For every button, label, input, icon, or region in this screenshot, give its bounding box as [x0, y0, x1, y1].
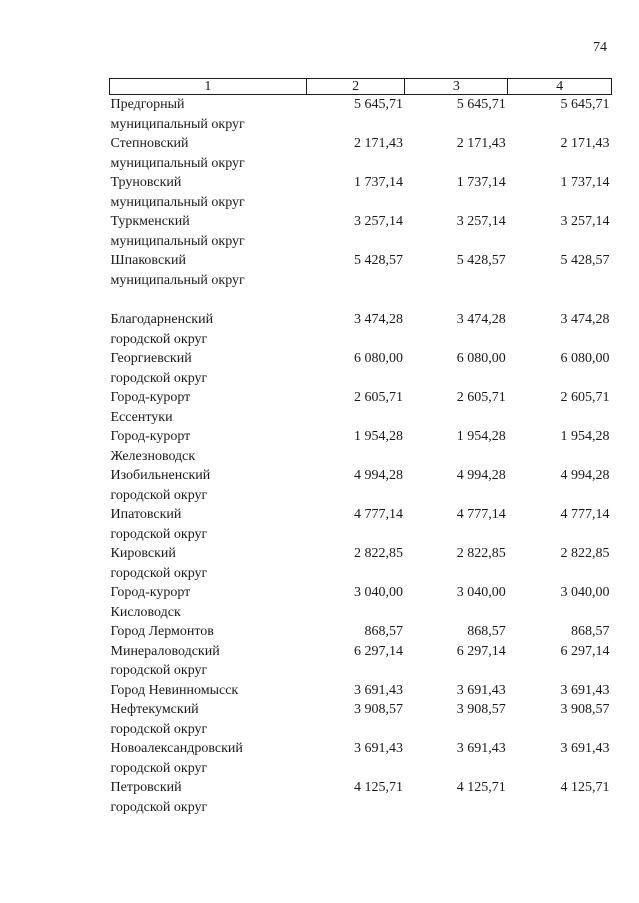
district-name-line: Предгорный	[110, 97, 185, 112]
value-cell-c3: 2 171,43	[456, 136, 506, 151]
district-name-line: городской округ	[110, 370, 208, 386]
district-name-line: Новоалександровский	[110, 741, 243, 756]
table-row	[110, 251, 612, 290]
district-name-line: Георгиевский	[110, 351, 192, 366]
value-cell-c3: 3 908,57	[456, 702, 506, 717]
district-name-line: Кисловодск	[110, 604, 181, 620]
value-cell-c4: 5 645,71	[560, 97, 610, 112]
value-cell-c2: 3 691,43	[353, 741, 403, 756]
district-name-line: Шпаковский	[110, 253, 186, 268]
table-row	[110, 212, 612, 251]
value-cell-c3: 6 297,14	[456, 643, 506, 659]
district-name-cell	[110, 251, 307, 290]
district-name-line: Благодарненский	[110, 312, 214, 327]
district-name-line: Нефтекумский	[110, 702, 199, 717]
value-cell-c4: 3 908,57	[560, 702, 610, 717]
value-cell-c2: 4 994,28	[353, 468, 403, 483]
table-row	[110, 388, 612, 427]
column-number-header-row	[110, 79, 612, 95]
value-cell-c2: 6 080,00	[353, 351, 403, 366]
value-cell-c2: 3 257,14	[353, 214, 403, 229]
table-row	[110, 583, 612, 622]
value-cell-c4: 3 691,43	[560, 682, 610, 698]
district-name-cell	[110, 310, 307, 349]
value-cell-c2: 1 954,28	[353, 429, 403, 444]
value-cell-c2: 2 605,71	[353, 390, 403, 405]
table-row	[110, 739, 612, 778]
district-name-line: городской округ	[110, 526, 208, 542]
value-cell-c4: 4 994,28	[560, 468, 610, 483]
value-cell-c2: 3 691,43	[353, 682, 403, 698]
district-name-line: Степновский	[110, 136, 189, 151]
column-header-1: 1	[110, 79, 307, 95]
district-name-cell	[110, 700, 307, 739]
district-name-cell	[110, 173, 307, 212]
district-name-cell	[110, 642, 307, 681]
district-name-cell	[110, 134, 307, 173]
table-row	[110, 173, 612, 212]
table-row	[110, 642, 612, 681]
district-name-cell	[110, 778, 307, 817]
district-name-line: городской округ	[110, 799, 208, 815]
district-name-line: городской округ	[110, 487, 208, 503]
district-name-cell	[110, 505, 307, 544]
table-row	[110, 700, 612, 739]
district-name-cell	[110, 466, 307, 505]
value-cell-c4: 2 822,85	[560, 546, 610, 561]
district-name-line: муниципальный округ	[110, 155, 245, 171]
district-name-line: Ипатовский	[110, 507, 182, 522]
page-number: 74	[593, 40, 607, 55]
value-cell-c3: 4 777,14	[456, 507, 506, 522]
value-cell-c3: 5 428,57	[456, 253, 506, 268]
value-cell-c3: 1 954,28	[456, 429, 506, 444]
district-name-line: муниципальный округ	[110, 233, 245, 249]
district-name-line: Минераловодский	[110, 643, 220, 659]
value-cell-c2: 2 822,85	[353, 546, 403, 561]
district-name-line: Труновский	[110, 175, 182, 190]
value-cell-c4: 868,57	[571, 624, 610, 639]
value-cell-c2: 4 777,14	[353, 507, 403, 522]
allocation-table	[109, 78, 612, 817]
district-name-line: муниципальный округ	[110, 272, 245, 288]
value-cell-c3: 4 994,28	[456, 468, 506, 483]
value-cell-c3: 3 691,43	[456, 682, 506, 698]
group-spacer	[110, 290, 612, 310]
district-name-cell	[110, 681, 307, 701]
district-name-line: Город Невинномысск	[110, 682, 239, 698]
value-cell-c4: 3 691,43	[560, 741, 610, 756]
district-name-cell	[110, 349, 307, 388]
value-cell-c4: 4 125,71	[560, 780, 610, 795]
district-name-line: городской округ	[110, 331, 208, 347]
value-cell-c2: 3 908,57	[353, 702, 403, 717]
municipal-districts-group	[110, 95, 612, 291]
table-row	[110, 544, 612, 583]
district-name-line: Железноводск	[110, 448, 196, 464]
district-name-cell	[110, 212, 307, 251]
value-cell-c4: 4 777,14	[560, 507, 610, 522]
district-name-cell	[110, 95, 307, 135]
value-cell-c4: 1 737,14	[560, 175, 610, 190]
value-cell-c4: 6 080,00	[560, 351, 610, 366]
value-cell-c4: 3 040,00	[560, 585, 610, 600]
column-header-4: 4	[508, 79, 612, 95]
value-cell-c2: 5 428,57	[353, 253, 403, 268]
table-row	[110, 681, 612, 701]
district-name-line: Город-курорт	[110, 585, 191, 600]
value-cell-c3: 1 737,14	[456, 175, 506, 190]
table-row	[110, 349, 612, 388]
district-name-line: Кировский	[110, 546, 176, 561]
value-cell-c4: 1 954,28	[560, 429, 610, 444]
value-cell-c3: 3 040,00	[456, 585, 506, 600]
column-header-3: 3	[405, 79, 508, 95]
value-cell-c3: 6 080,00	[456, 351, 506, 366]
value-cell-c4: 3 257,14	[560, 214, 610, 229]
district-name-line: Туркменский	[110, 214, 190, 229]
value-cell-c2: 3 040,00	[353, 585, 403, 600]
value-cell-c2: 868,57	[364, 624, 403, 639]
district-name-cell	[110, 622, 307, 642]
district-name-line: Изобильненский	[110, 468, 211, 483]
value-cell-c4: 2 171,43	[560, 136, 610, 151]
urban-districts-group	[110, 310, 612, 817]
table-row	[110, 466, 612, 505]
district-name-line: муниципальный округ	[110, 194, 245, 210]
value-cell-c3: 3 691,43	[456, 741, 506, 756]
table-row	[110, 310, 612, 349]
district-name-line: городской округ	[110, 760, 208, 776]
district-name-line: городской округ	[110, 721, 208, 737]
value-cell-c2: 6 297,14	[353, 643, 403, 659]
value-cell-c2: 3 474,28	[353, 312, 403, 327]
value-cell-c3: 2 605,71	[456, 390, 506, 405]
district-name-line: Петровский	[110, 780, 182, 795]
table-row	[110, 427, 612, 466]
value-cell-c2: 5 645,71	[353, 97, 403, 112]
table-row	[110, 622, 612, 642]
table-row	[110, 505, 612, 544]
value-cell-c2: 4 125,71	[353, 780, 403, 795]
district-name-line: Город-курорт	[110, 429, 191, 444]
value-cell-c4: 3 474,28	[560, 312, 610, 327]
table-row	[110, 134, 612, 173]
district-name-cell	[110, 427, 307, 466]
district-name-line: Город-курорт	[110, 390, 191, 405]
column-header-2: 2	[306, 79, 405, 95]
district-name-line: муниципальный округ	[110, 116, 245, 132]
value-cell-c4: 5 428,57	[560, 253, 610, 268]
table-row	[110, 778, 612, 817]
district-name-line: городской округ	[110, 663, 208, 678]
value-cell-c3: 3 257,14	[456, 214, 506, 229]
value-cell-c4: 2 605,71	[560, 390, 610, 405]
value-cell-c4: 6 297,14	[560, 643, 610, 659]
value-cell-c3: 2 822,85	[456, 546, 506, 561]
value-cell-c3: 5 645,71	[456, 97, 506, 112]
district-name-cell	[110, 544, 307, 583]
value-cell-c2: 1 737,14	[353, 175, 403, 190]
district-name-cell	[110, 739, 307, 778]
value-cell-c2: 2 171,43	[353, 136, 403, 151]
district-name-line: Ессентуки	[110, 409, 173, 425]
value-cell-c3: 4 125,71	[456, 780, 506, 795]
district-name-line: Город Лермонтов	[110, 624, 214, 639]
table-row	[110, 95, 612, 135]
district-name-line: городской округ	[110, 565, 208, 581]
value-cell-c3: 868,57	[467, 624, 506, 639]
district-name-cell	[110, 583, 307, 622]
value-cell-c3: 3 474,28	[456, 312, 506, 327]
district-name-cell	[110, 388, 307, 427]
